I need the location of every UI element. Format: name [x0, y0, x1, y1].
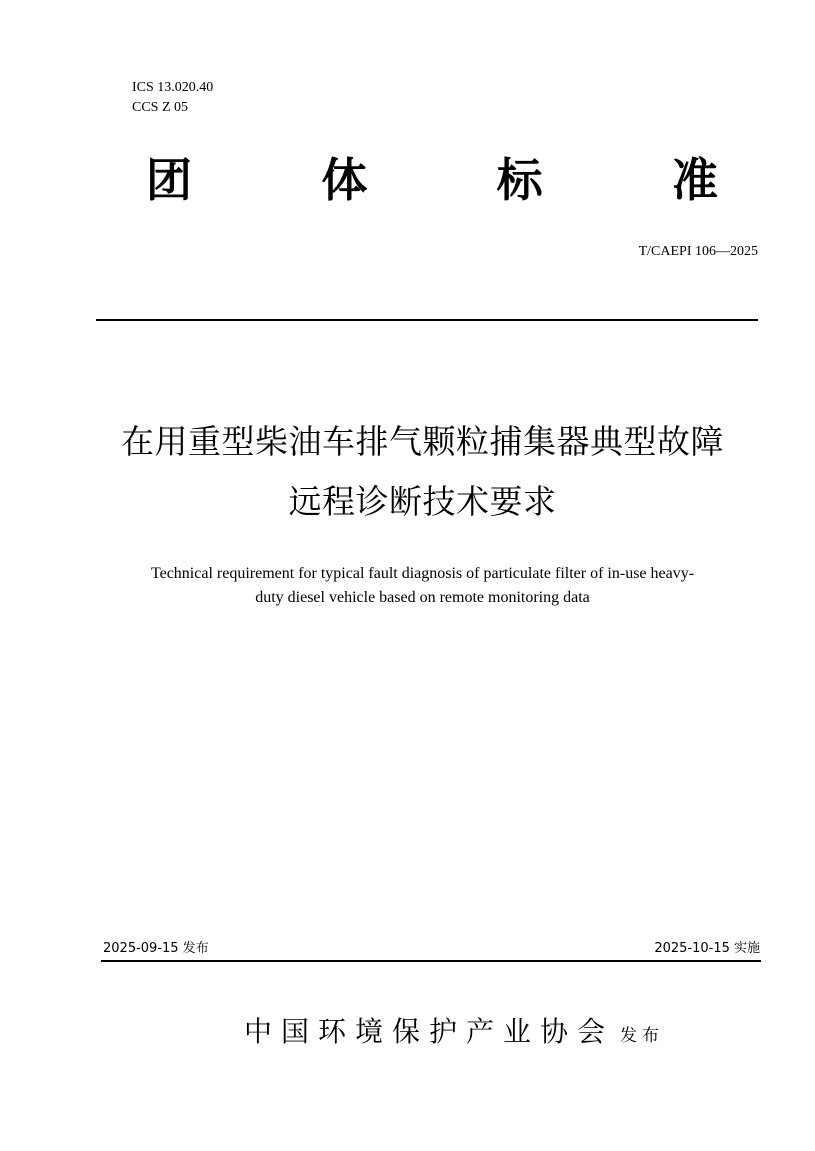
issue-date: 2025-09-15 发布 — [103, 941, 209, 956]
chinese-title-line-2: 远程诊断技术要求 — [288, 482, 557, 521]
english-title-line-1: Technical requirement for typical fault diagnosis of particulate filter of in-use heavy- — [150, 565, 695, 582]
top-divider — [96, 319, 758, 321]
standard-type-char-4: 准 — [671, 153, 718, 207]
publisher-name: 中国环境保护产业协会 — [244, 1015, 615, 1048]
standard-number: T/CAEPI 106—2025 — [638, 244, 758, 259]
chinese-title-line-1: 在用重型柴油车排气颗粒捕集器典型故障 — [121, 422, 724, 461]
publisher-line — [244, 1012, 664, 1056]
standard-type-heading — [112, 150, 752, 210]
chinese-title — [60, 412, 785, 532]
implementation-date: 2025-10-15 实施 — [654, 941, 760, 956]
ics-code: ICS 13.020.40 — [132, 80, 214, 95]
standard-type-char-2: 体 — [321, 153, 368, 207]
english-title — [60, 562, 785, 610]
standard-type-char-3: 标 — [496, 153, 543, 207]
classification-codes — [132, 78, 213, 118]
bottom-divider — [101, 960, 761, 962]
english-title-line-2: duty diesel vehicle based on remote monitoring data — [255, 589, 590, 606]
standard-type-char-1: 团 — [146, 153, 192, 207]
ccs-code: CCS Z 05 — [132, 100, 189, 115]
publisher-action: 发布 — [620, 1026, 665, 1046]
